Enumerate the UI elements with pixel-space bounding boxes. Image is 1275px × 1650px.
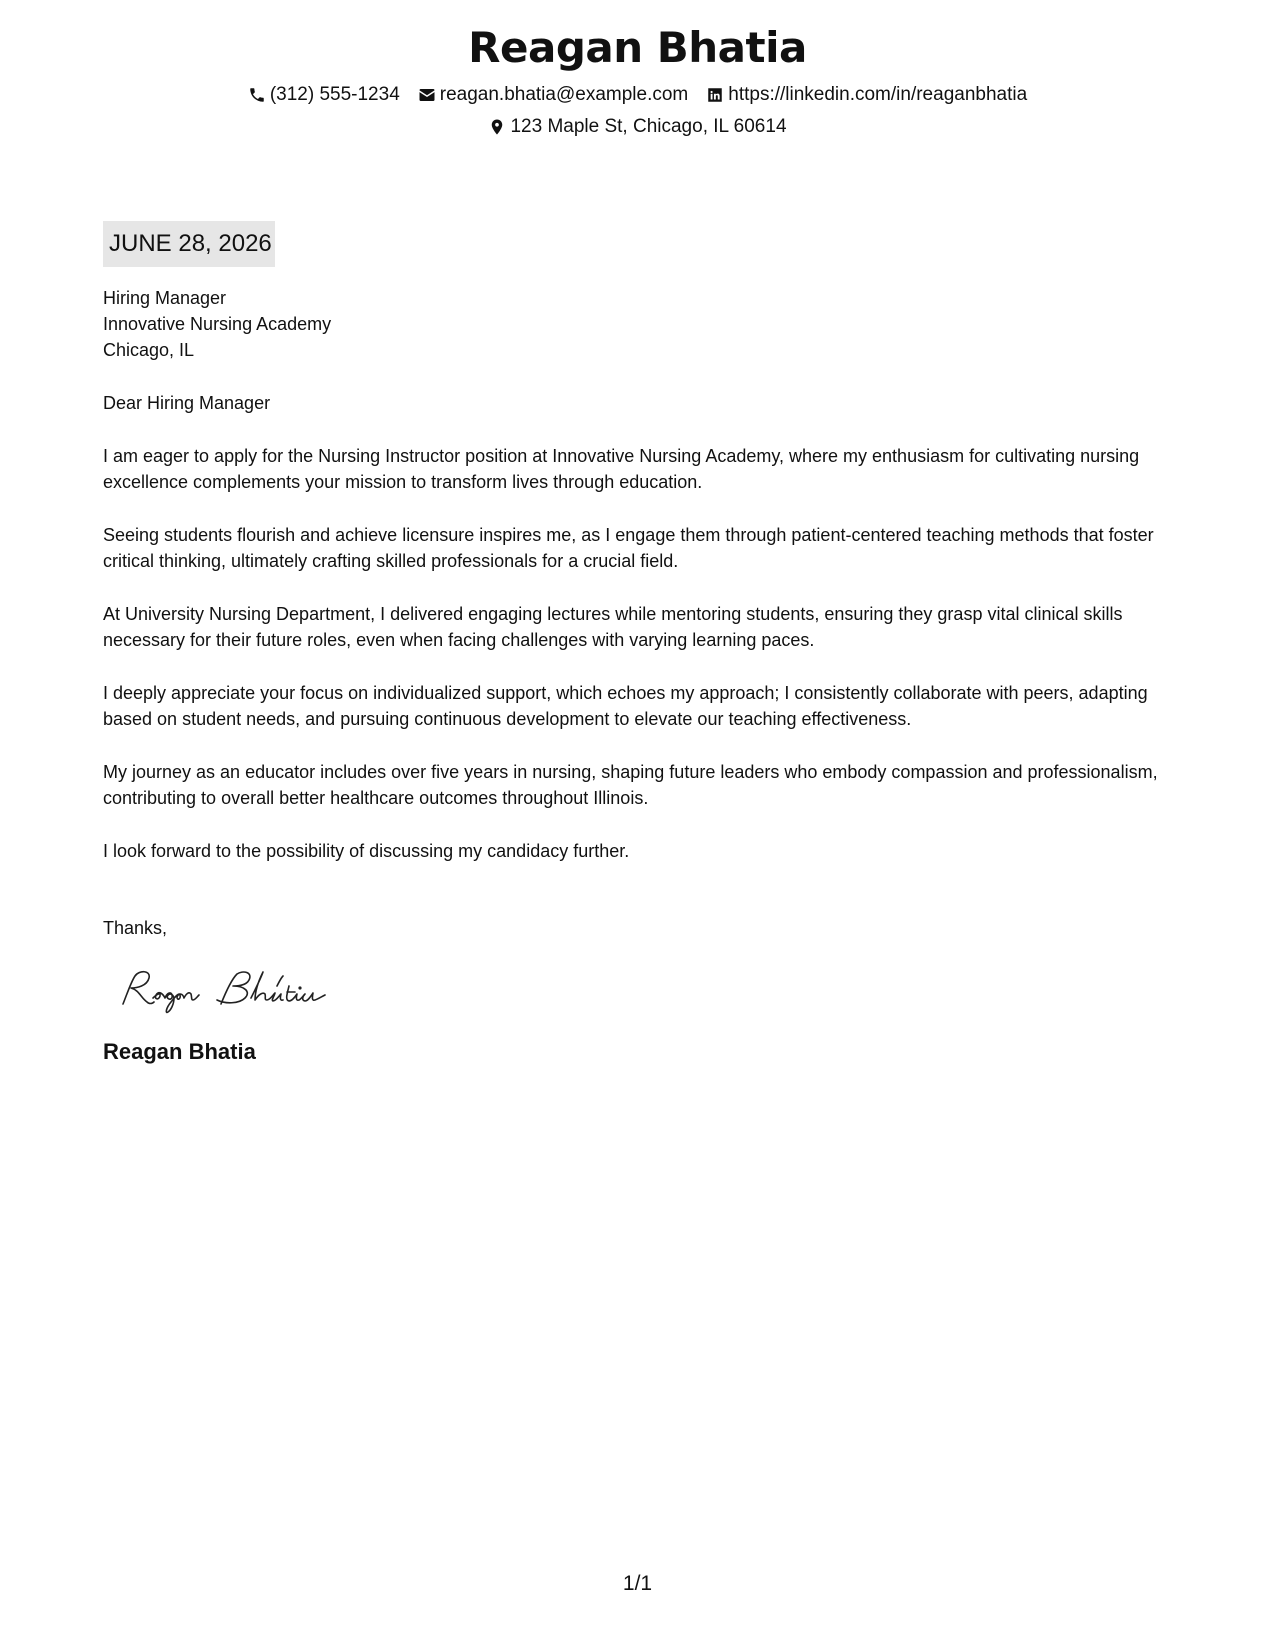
signer-name: Reagan Bhatia: [103, 1038, 256, 1064]
applicant-name: Reagan Bhatia: [468, 23, 807, 72]
email-address[interactable]: reagan.bhatia@example.com: [439, 84, 689, 105]
contact-address: [488, 114, 786, 140]
closing: Thanks,: [103, 918, 168, 938]
paragraph-4: I deeply appreciate your focus on individualized support, which echoes my approach; I consistently collaborate with peers, adapting based on student needs, and pursuing continuous development to elevate our teaching effectiveness.: [103, 682, 1148, 729]
paragraph-2: Seeing students flourish and achieve licensure inspires me, as I engage them through patient-centered teaching methods that foster critical thinking, ultimately crafting skilled professionals for a crucial field.: [103, 524, 1154, 571]
recipient-organization: Innovative Nursing Academy: [103, 314, 332, 334]
page-number: 1/1: [622, 1572, 653, 1595]
phone-icon: [248, 86, 266, 104]
contact-linkedin[interactable]: [706, 82, 1027, 108]
recipient-block: [103, 285, 1178, 363]
contact-row-secondary: [0, 114, 1275, 140]
phone-number: (312) 555-1234: [269, 84, 400, 105]
recipient-title: Hiring Manager: [103, 288, 227, 308]
handwritten-signature: [117, 964, 357, 1020]
salutation: Dear Hiring Manager: [103, 393, 271, 413]
street-address: 123 Maple St, Chicago, IL 60614: [510, 116, 787, 137]
contact-email[interactable]: [418, 82, 688, 108]
signature-image: [117, 964, 357, 1020]
paragraph-5: My journey as an educator includes over five years in nursing, shaping future leaders who embody compassion and professionalism, contributing to overall better healthcare outcomes throughout Illinois.: [103, 761, 1158, 808]
envelope-icon: [418, 86, 436, 104]
linkedin-url[interactable]: https://linkedin.com/in/reaganbhatia: [728, 84, 1028, 105]
recipient-location: Chicago, IL: [103, 340, 195, 360]
contact-row-primary: [0, 82, 1275, 108]
contact-phone: [248, 82, 400, 108]
linkedin-icon: [706, 86, 724, 104]
map-pin-icon: [488, 118, 506, 136]
letter-body: [103, 221, 1178, 1067]
paragraph-1: I am eager to apply for the Nursing Instructor position at Innovative Nursing Academy, where my enthusiasm for cultivating nursing excellence complements your mission to transform lives through education.: [103, 445, 1140, 492]
paragraph-3: At University Nursing Department, I delivered engaging lectures while mentoring students, ensuring they grasp vital clinical skills necessary for their future roles, even when facing challenges with varying learning paces.: [103, 603, 1123, 650]
letter-header: [0, 20, 1275, 140]
paragraph-6: I look forward to the possibility of discussing my candidacy further.: [103, 840, 630, 861]
letter-date: JUNE 28, 2026: [103, 221, 275, 267]
